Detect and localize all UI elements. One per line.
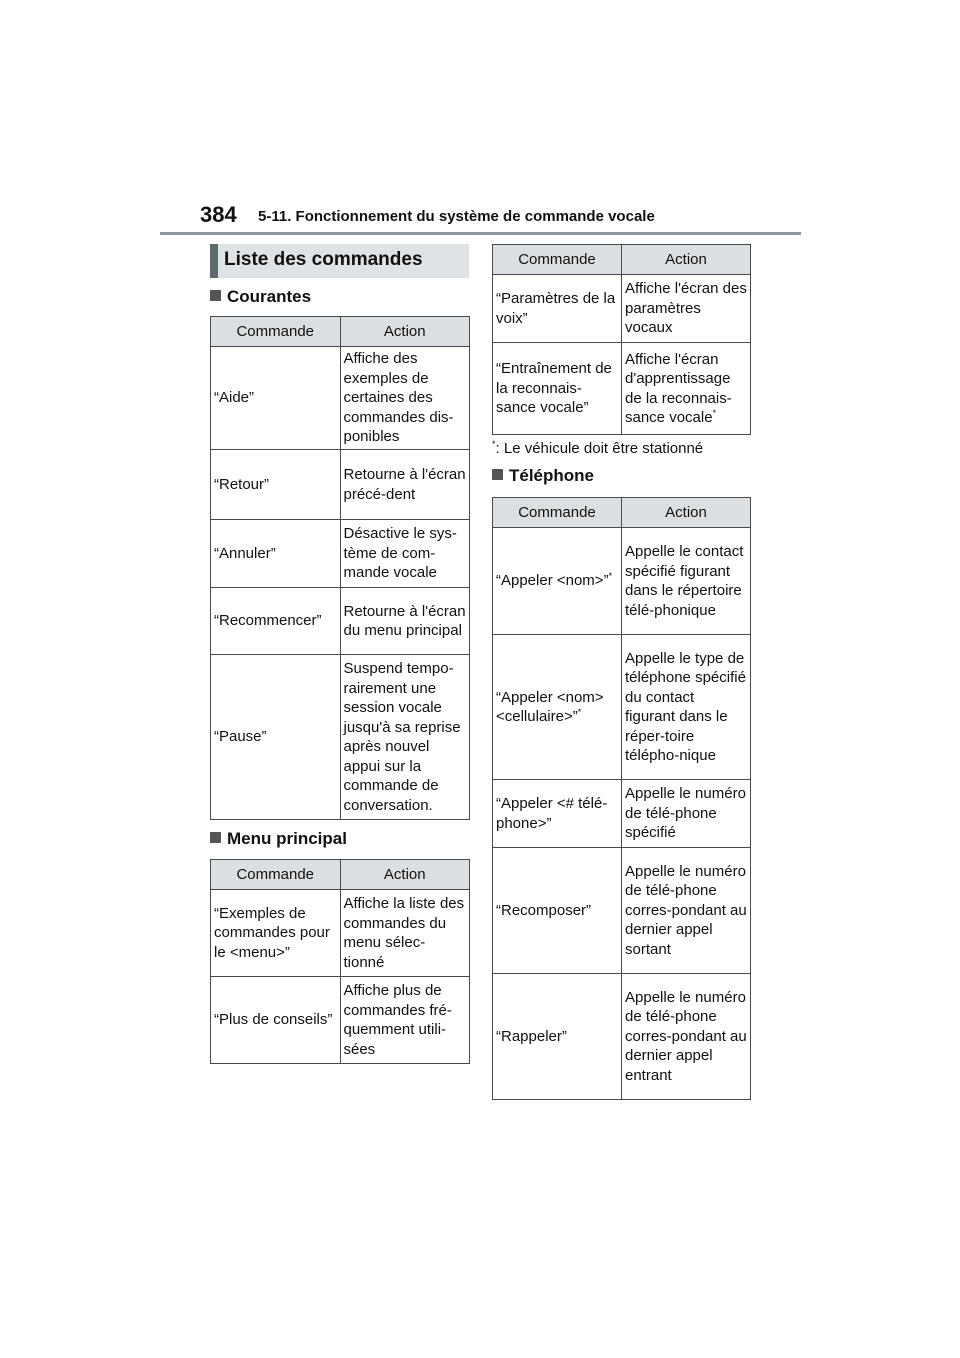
- command-cell: “Annuler”: [211, 520, 341, 588]
- command-cell: “Aide”: [211, 347, 341, 450]
- header-rule: [160, 232, 801, 235]
- menu-principal-title: Menu principal: [210, 829, 347, 849]
- command-cell: “Pause”: [211, 655, 341, 820]
- action-cell: Affiche plus de commandes fré-quemment utili-sées: [340, 977, 470, 1064]
- command-cell: “Appeler <nom>”*: [493, 528, 622, 635]
- command-cell: “Retour”: [211, 450, 341, 520]
- command-cell: “Appeler <# télé-phone>”: [493, 780, 622, 848]
- square-bullet-icon: [492, 469, 503, 480]
- table-row: [493, 528, 751, 635]
- action-cell: Affiche l'écran d'apprentissage de la reconnais-sance vocale*: [622, 343, 751, 435]
- table-header-row: [211, 860, 470, 890]
- action-cell: Affiche l'écran des paramètres vocaux: [622, 275, 751, 343]
- table-row: [211, 588, 470, 655]
- command-cell: “Recomposer”: [493, 848, 622, 974]
- page-number: 384: [200, 202, 237, 227]
- table-header-row: [493, 498, 751, 528]
- telephone-title: Téléphone: [492, 466, 594, 486]
- table-row: [493, 343, 751, 435]
- action-cell: Affiche des exemples de certaines des commandes dis-ponibles: [340, 347, 470, 450]
- command-cell: “Appeler <nom> <cellulaire>”*: [493, 635, 622, 780]
- col-header-command: Commande: [493, 245, 622, 275]
- command-cell: “Paramètres de la voix”: [493, 275, 622, 343]
- chapter-title: 5-11. Fonctionnement du système de commande vocale: [258, 208, 655, 225]
- footnote-text: : Le véhicule doit être stationné: [495, 440, 704, 457]
- action-cell: Appelle le contact spécifié figurant dans le répertoire télé-phonique: [622, 528, 751, 635]
- table-row: [211, 520, 470, 588]
- col-header-command: Commande: [493, 498, 622, 528]
- table-row: [493, 635, 751, 780]
- table-row: [493, 780, 751, 848]
- action-cell: Appelle le numéro de télé-phone corres-pondant au dernier appel entrant: [622, 974, 751, 1100]
- footnote-marker: *: [608, 571, 613, 582]
- action-cell: Retourne à l'écran précé-dent: [340, 450, 470, 520]
- col-header-command: Commande: [211, 317, 341, 347]
- table-row: [211, 450, 470, 520]
- courantes-table: [210, 316, 470, 820]
- command-cell: “Recommencer”: [211, 588, 341, 655]
- col-header-action: Action: [340, 860, 470, 890]
- section-heading: [210, 244, 469, 278]
- table-header-row: [493, 245, 751, 275]
- action-cell: Appelle le numéro de télé-phone corres-pondant au dernier appel sortant: [622, 848, 751, 974]
- action-cell: Affiche la liste des commandes du menu sélec-tionné: [340, 890, 470, 977]
- command-cell: “Rappeler”: [493, 974, 622, 1100]
- voix-table: [492, 244, 751, 435]
- action-cell: Appelle le numéro de télé-phone spécifié: [622, 780, 751, 848]
- square-bullet-icon: [210, 832, 221, 843]
- footnote-marker: *: [577, 707, 582, 717]
- table-row: [493, 848, 751, 974]
- menu-principal-table: [210, 859, 470, 1064]
- table-row: [493, 974, 751, 1100]
- table-row: [211, 977, 470, 1064]
- table-header-row: [211, 317, 470, 347]
- col-header-action: Action: [622, 498, 751, 528]
- action-cell: Appelle le type de téléphone spécifié du contact figurant dans le réper-toire télépho-nique: [622, 635, 751, 780]
- footnote-marker: *: [492, 439, 496, 449]
- table-row: [493, 275, 751, 343]
- telephone-table: [492, 497, 751, 1100]
- action-cell: Suspend tempo-rairement une session vocale jusqu'à sa reprise après nouvel appui sur la commande de conversation.: [340, 655, 470, 820]
- courantes-title: Courantes: [210, 287, 311, 307]
- command-cell: “Exemples de commandes pour le <menu>”: [211, 890, 341, 977]
- footnote-marker: *: [712, 408, 717, 418]
- table-row: [211, 347, 470, 450]
- col-header-action: Action: [622, 245, 751, 275]
- command-cell: “Entraînement de la reconnais-sance vocale”: [493, 343, 622, 435]
- action-cell: Désactive le sys-tème de com-mande vocale: [340, 520, 470, 588]
- col-header-action: Action: [340, 317, 470, 347]
- command-cell: “Plus de conseils”: [211, 977, 341, 1064]
- action-cell: Retourne à l'écran du menu principal: [340, 588, 470, 655]
- table-row: [211, 655, 470, 820]
- col-header-command: Commande: [211, 860, 341, 890]
- footnote: [492, 440, 703, 457]
- section-heading-text: Liste des commandes: [224, 249, 423, 270]
- square-bullet-icon: [210, 290, 221, 301]
- table-row: [211, 890, 470, 977]
